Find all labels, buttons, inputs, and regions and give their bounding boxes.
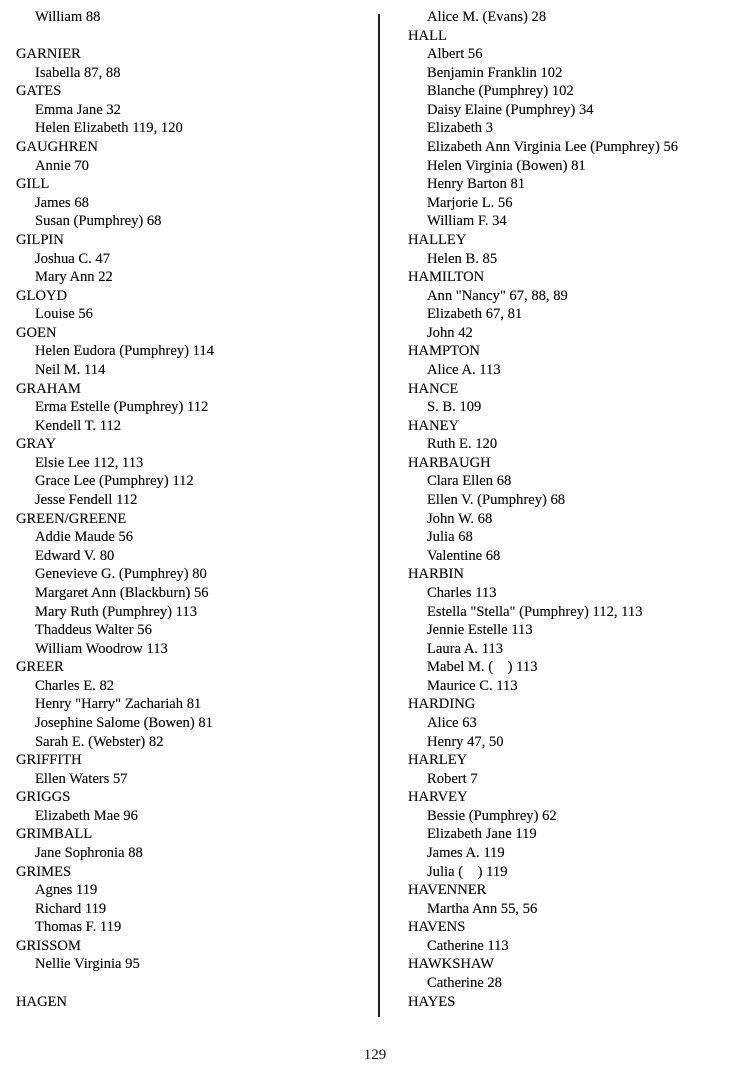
index-entry: Alice 63 — [427, 714, 477, 731]
index-entry: Kendell T. 112 — [35, 417, 122, 434]
index-entry: James 68 — [35, 194, 89, 211]
index-entry: Helen Elizabeth 119, 120 — [35, 120, 183, 137]
index-surname: HARVEY — [408, 789, 468, 806]
index-entry: Blanche (Pumphrey) 102 — [427, 83, 574, 100]
index-entry: Thomas F. 119 — [35, 919, 122, 936]
index-entry: Benjamin Franklin 102 — [427, 64, 563, 81]
index-entry: Alice M. (Evans) 28 — [427, 9, 547, 25]
index-surname: GRIFFITH — [16, 752, 82, 769]
index-entry: Erma Estelle (Pumphrey) 112 — [35, 399, 209, 416]
index-surname: GRIMBALL — [16, 826, 93, 843]
blank-line — [16, 974, 371, 993]
index-surname: GILL — [16, 176, 50, 193]
column-divider — [378, 14, 380, 1017]
index-entry: Emma Jane 32 — [35, 101, 121, 118]
index-surname: GLOYD — [16, 287, 68, 304]
index-entry: Elizabeth Ann Virginia Lee (Pumphrey) 56 — [427, 139, 679, 156]
index-surname: GRAY — [16, 436, 57, 453]
index-surname: HAGEN — [16, 993, 68, 1010]
index-surname: GILPIN — [16, 231, 64, 248]
index-surname: HAVENNER — [408, 882, 487, 899]
index-surname: HAYES — [408, 993, 456, 1010]
index-entry: Marjorie L. 56 — [427, 194, 513, 211]
index-entry: Elizabeth Mae 96 — [35, 807, 138, 824]
index-surname: HARDING — [408, 696, 476, 713]
index-surname: HAMILTON — [408, 269, 485, 286]
index-surname: GOEN — [16, 324, 57, 341]
index-entry: Joshua C. 47 — [35, 250, 110, 267]
index-surname: HALLEY — [408, 231, 467, 248]
index-entry: Henry Barton 81 — [427, 176, 526, 193]
index-entry: Ellen Waters 57 — [35, 770, 128, 787]
index-entry: Henry "Harry" Zachariah 81 — [35, 696, 202, 713]
index-entry: Jane Sophronia 88 — [35, 845, 143, 862]
index-entry: Elsie Lee 112, 113 — [35, 454, 144, 471]
index-entry: Maurice C. 113 — [427, 677, 518, 694]
index-entry: Susan (Pumphrey) 68 — [35, 213, 162, 230]
index-entry: William 88 — [35, 9, 101, 25]
index-entry: Albert 56 — [427, 46, 483, 63]
index-entry: Grace Lee (Pumphrey) 112 — [35, 473, 194, 490]
index-entry: Thaddeus Walter 56 — [35, 622, 152, 639]
index-entry: Julia 68 — [427, 529, 473, 546]
index-surname: HAVENS — [408, 919, 466, 936]
index-entry: Richard 119 — [35, 900, 107, 917]
index-entry: Jesse Fendell 112 — [35, 492, 138, 509]
index-entry: Genevieve G. (Pumphrey) 80 — [35, 566, 207, 583]
index-surname: HARBAUGH — [408, 454, 491, 471]
index-entry: James A. 119 — [427, 845, 505, 862]
index-surname: GRISSOM — [16, 937, 81, 954]
index-entry: John 42 — [427, 324, 473, 341]
index-entry: Louise 56 — [35, 306, 93, 323]
index-entry: William Woodrow 113 — [35, 640, 168, 657]
index-surname: HALL — [408, 27, 447, 44]
index-entry: Mary Ruth (Pumphrey) 113 — [35, 603, 197, 620]
index-entry: Elizabeth 67, 81 — [427, 306, 523, 323]
index-entry: Catherine 113 — [427, 937, 509, 954]
index-entry: Valentine 68 — [427, 547, 501, 564]
index-entry: Alice A. 113 — [427, 361, 501, 378]
index-surname: GREEN/GREENE — [16, 510, 127, 527]
page-number: 129 — [363, 1047, 387, 1063]
index-entry: Annie 70 — [35, 157, 89, 174]
index-entry: Helen Eudora (Pumphrey) 114 — [35, 343, 214, 360]
index-entry: Neil M. 114 — [35, 361, 106, 378]
index-surname: HARBIN — [408, 566, 464, 583]
index-surname: GAUGHREN — [16, 139, 98, 156]
index-entry: Margaret Ann (Blackburn) 56 — [35, 584, 209, 601]
index-entry: William F. 34 — [427, 213, 507, 230]
index-entry: Elizabeth Jane 119 — [427, 826, 537, 843]
index-entry: Helen Virginia (Bowen) 81 — [427, 157, 586, 174]
index-surname: GRIMES — [16, 863, 72, 880]
index-surname: GREER — [16, 659, 64, 676]
index-entry: Robert 7 — [427, 770, 478, 787]
index-surname: HANCE — [408, 380, 459, 397]
index-surname: GATES — [16, 83, 62, 100]
index-entry: Ellen V. (Pumphrey) 68 — [427, 492, 566, 509]
index-entry: Catherine 28 — [427, 975, 502, 992]
index-entry: Julia ( ) 119 — [427, 863, 508, 880]
index-entry: Jennie Estelle 113 — [427, 622, 533, 639]
index-surname: GARNIER — [16, 46, 81, 63]
index-entry: Helen B. 85 — [427, 250, 498, 267]
index-surname: GRIGGS — [16, 789, 71, 806]
index-entry: Elizabeth 3 — [427, 120, 494, 137]
index-column-right — [408, 8, 748, 1011]
index-entry: Martha Ann 55, 56 — [427, 900, 538, 917]
index-entry: Isabella 87, 88 — [35, 64, 121, 81]
index-entry: Mabel M. ( ) 113 — [427, 659, 538, 676]
index-surname: HARLEY — [408, 752, 468, 769]
index-entry: Charles E. 82 — [35, 677, 115, 694]
index-entry: Josephine Salome (Bowen) 81 — [35, 714, 213, 731]
index-entry: Daisy Elaine (Pumphrey) 34 — [427, 101, 594, 118]
index-entry: Clara Ellen 68 — [427, 473, 512, 490]
index-entry: Addie Maude 56 — [35, 529, 134, 546]
index-surname: HAMPTON — [408, 343, 480, 360]
index-entry: John W. 68 — [427, 510, 493, 527]
index-entry: Charles 113 — [427, 584, 497, 601]
index-surname: GRAHAM — [16, 380, 81, 397]
index-surname: HANEY — [408, 417, 460, 434]
index-column-left — [16, 8, 371, 1011]
index-entry: Agnes 119 — [35, 882, 98, 899]
index-entry: Ruth E. 120 — [427, 436, 498, 453]
index-entry: Estella "Stella" (Pumphrey) 112, 113 — [427, 603, 643, 620]
index-entry: Laura A. 113 — [427, 640, 504, 657]
index-entry: Henry 47, 50 — [427, 733, 504, 750]
blank-line — [16, 27, 371, 46]
index-entry: S. B. 109 — [427, 399, 482, 416]
index-entry: Bessie (Pumphrey) 62 — [427, 807, 557, 824]
index-entry: Sarah E. (Webster) 82 — [35, 733, 164, 750]
index-entry: Mary Ann 22 — [35, 269, 113, 286]
index-surname: HAWKSHAW — [408, 956, 495, 973]
index-entry: Edward V. 80 — [35, 547, 115, 564]
index-entry: Ann "Nancy" 67, 88, 89 — [427, 287, 568, 304]
index-entry: Nellie Virginia 95 — [35, 956, 140, 973]
